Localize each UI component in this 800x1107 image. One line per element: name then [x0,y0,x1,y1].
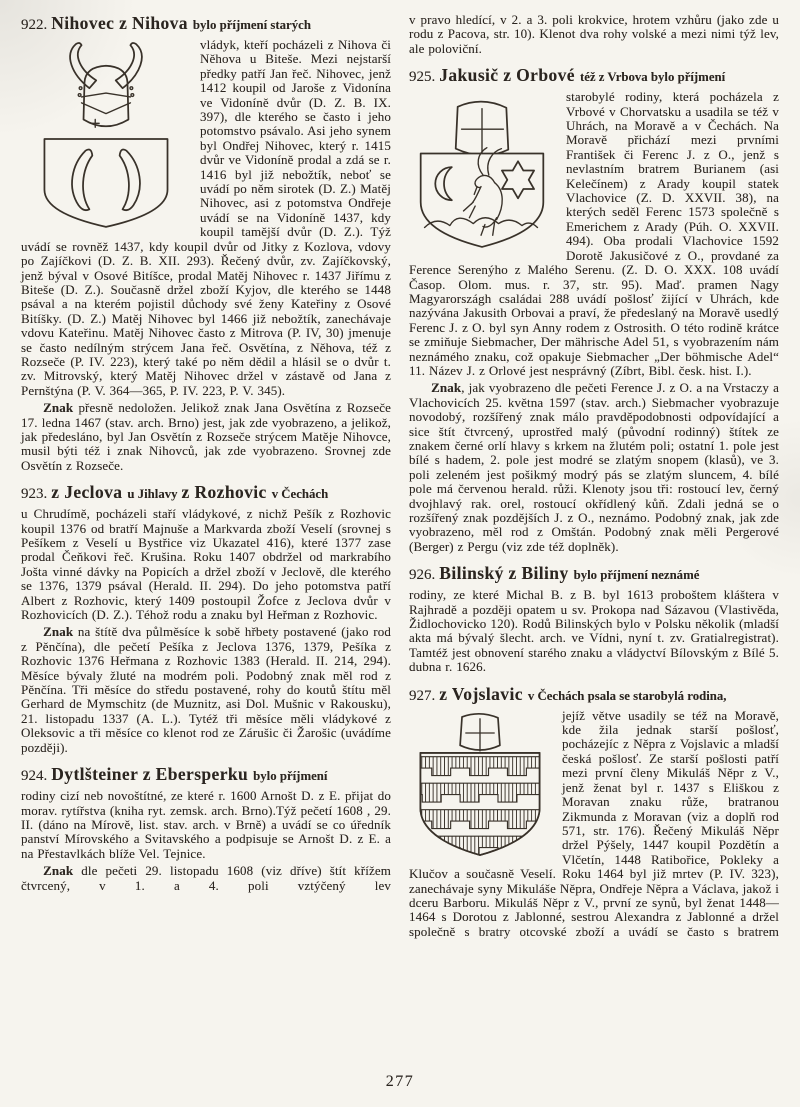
entry-924-paragraph [21,789,391,861]
left-column [21,13,391,942]
entry-925 [409,65,779,554]
paragraph-text: vládyk, kteří pocházeli z Nihova či Něhova u Biteše. Mezi nejstarší předky patří Jan řeč. Nihovec, jenž 1412 koupil od Jaroše z Vidonína ve Vidoníně dvůr (D. Z. B. IX. 397), dle kterého se často i jeho potomstvo psávalo. Asi jeho synem byl Ondřej Nihovec, který r. 1415 dvůr ve Vidoníně prodal a zdá se r. 1416 byl již nebožtík, neboť se uvádí po něm sirotek (D. Z.) Matěj Nihovec, asi z potomstva Ondřeje uvádí se na Vidoníně 1437, kdy koupil tamější dvůr (D. Z.). Týž uvádí se rovněž 1437, kdy koupil dvůr od Jitky z Kozlova, vdovy po Zajíčkovi (D. Z. B. XII. 293). Řečený dvůr, zv. Zajíčkovský, jenž býval v Osové Bitíšce, prodal Matěj Nihovec r. 1437 Jiřímu z Biteše (D. Z.). Současně držel zboží Kyjov, dle kterého se 1448 psával a na kterém pojistil důchody své ženy Kateřiny z Osové Bitíšky. (D. Z.) Matěj Nihovec byl 1466 již nebožtík, zanechávaje vdovu Kateřinu. Matěj Nihovec často z Mitrova (P. IV, 30) jmenuje se často nedílným strýcem Jana řeč. Osvětína, z Něhova, též z Rozseče (P. IV. 223), který také po něm dědil a hlásil se o dvůr t. zv. Mitrovský, který Matěj Nihovec držel v zástavě od Jana z Pernštýna (P. V. 364—365, P. IV. 223, P. V. 345). [21,37,391,398]
entry-number: 923. [21,486,48,503]
heading-tail: v Čechách psala se starobylá rodina, [527,688,727,703]
family-name: Nihovec z Nihova [51,13,188,33]
heading-tail: bylo příjmení [253,769,328,784]
entry-number: 924. [21,768,48,785]
crest-nihovec-icon [21,41,189,235]
entry-number: 926. [409,567,436,584]
family-name-2: z Rozhovic [181,482,267,503]
paragraph-text: rodiny, ze které Michal B. z B. byl 1613 proboštem kláštera v Rajhradě a později opatem u sv. Prokopa nad Sázavou (Vlastivěda, Židlochovicko 120). Rodů Bilinských bylo v Polsku několik (mladší akta má bývalý šlecht. arch. ve Vídni, nyní t. zv. Gratialregistrat). Tamtéž jest obnovení starého znaku a vládyctví Bílovským z Bílé 5. dubna r. 1626. [409,587,779,675]
entry-923-znak [21,625,391,755]
entry-922-znak [21,401,391,473]
crest-jakusic-icon [409,93,555,251]
entry-924 [21,764,391,893]
entry-926-paragraph [409,588,779,674]
entry-number: 925. [409,69,436,86]
entry-922 [21,13,391,473]
entry-924-heading [21,764,391,787]
family-name: Dytlšteiner z Ebersperku [51,764,249,785]
family-name: Bilinský z Biliny [439,563,569,584]
paragraph-text: jejíž větve usadily se též na Moravě, kde žila jednak starší pošlosť, pocházejíc z Něpra z Vojslavic a mladší česká pošlosť. Ze starší pošlosti patří mezi první členy Mikuláš Něpr z V., jenž ženat byl r. 1437 s Eliškou z Moravan znaku růže, bratranou Zikmunda z Moravan (viz a doplň rod 571, str. 176). Řečený Mikuláš Něpr držel Pýšely, 1447 koupil Pozdětín a Vlčetín, 1448 Ratibořice, Pokleky a Klučov a současně Veselí. Roku 1464 byl již mrtev (P. IV. 323), zanechávaje syny Mikuláše Něpra, Ondřeje Něpra a Václava, jakož i dceru Barboru. Mikuláš Něpr z V., první ze synů, byl ženat 1448—1464 s Dorotou z Jablonné, sestrou Alexandra z Jablonné a držel společně s bratry otcovské zboží a uvádí se často s bratrem [409,707,779,939]
heading-tail: bylo příjmení starých [192,18,311,32]
znak-lead: Znak [43,400,74,416]
page-number: 277 [385,1073,415,1090]
heading-mid: u Jihlavy [127,487,178,502]
entry-927 [409,684,779,940]
paragraph-text: starobylé rodiny, která pocházela z Vrbové v Chorvatsku a usadila se též v Uhrách, na Moravě a v Čechách. Na Moravě přichází mezi prvními František či Ferenc J. z O., jenž s nevlastním bratrem Burianem (asi Kelečínem) z Arady koupil statek Vlachovice (Z. D. XXVII. 38), na kterých seděl Ferenc 1573 společně s Emerichem z Arady (Púh. O. XXVII. 494). Oba prodali Vlachovice 1592 Dorotě Jakusičové z O., provdané za Ference Serenýho z Malého Serenu. (Z. D. O. XXX. 108 uvádí Časop. Olom. mus. r. 37, str. 95). Maď. pramen Nagy Magyarországh családai 288 uvádí pošlosť žijící v Uhrách, kde nazývána Jakusith Orbovai a praví, že předeslaný na Moravě usedlý Ferenc J. z O. byl syn Anny rodem z Ostrosith. O této rodině krátce se zmiňuje Siebmacher, Der mährische Adel 51, s vyobrazením nám neznámého znaku, což opakuje Siebmacher „Der böhmische Adel“ 11. Název J. z Orlové jest nesprávný (Zíbrt, Bibl. česk. hist. I.). [409,89,779,378]
family-name: Jakusič z Orbové [439,65,575,86]
entry-922-paragraph [21,38,391,398]
znak-lead: Znak [43,624,74,640]
entry-922-heading [21,13,391,36]
znak-lead: Znak [43,863,74,879]
entry-927-paragraph [409,709,779,940]
right-column [409,13,779,942]
heading-tail: bylo příjmení neznámé [573,568,700,583]
paragraph-text: rodiny cizí neb novoštítné, ze které r. 1600 Arnošt D. z E. přijat do morav. rytířstva (kniha ryt. zemsk. arch. Brno).Týž pečetí 1608 , 29. II. (dáno na Mírově, list. stav. arch. v Brně) a uvádí se co úředník panství Mírovského a Svitavského a podpisuje se Arnošt D. z E. a na Přestavlkách blíže Vel. Tejnice. [21,788,391,861]
paragraph-text: , jak vyobrazeno dle pečeti Ference J. z O. a na Vrstaczy a Vlachovicích 25. května 1597 (stav. arch.) Siebmacher vyobrazuje novodobý, rozšířený znak málo pravděpodobnosti odpovídající a sice štít čtvrcený, uprostřed malý (původní rodinný) štítek ze znakem černé orlí hlavy s krkem na žlutém poli; ostatní 1. pole jest bílé s hadem, 2. pole jest modré se zlatým snopem (klasů), ve 3. poli zeleném jest pošikmý modrý pás se zlatým sluncem, 4. bílé pole má červenou herald. růži. Klenoty jsou tři: rostoucí lev, černý dvojhlavý rak. orel, rostoucí okřídlený kůň. Zdali jedná se o rozšířený znak pozdějších J. z O., neznámo. Podobný znak, jak zde vyobrazeno, měl rod z Omštán. Podobný znak měli Pergerové (Berger) z Pergu (viz zde též doplněk). [409,380,779,554]
heading-tail: v Čechách [271,487,329,502]
paragraph-text: v pravo hledící, v 2. a 3. poli krokvice, hrotem vzhůru (jako zde u rodu z Pacova, str. 10). Klenot dva rohy volské a mezi nimi týž lev, ale poloviční. [409,12,779,56]
entry-925-paragraph [409,90,779,378]
entry-924-znak [21,864,391,893]
entry-923 [21,482,391,755]
family-name: z Jeclova [51,482,123,503]
paragraph-text: dle pečeti 29. listopadu 1608 (viz dříve) štít křížem čtvrcený, v 1. a 4. poli vztýčený lev [21,863,391,893]
paragraph-text: na štítě dva půlměsíce k sobě hřbety postavené (jako rod z Pěnčína), dle pečetí Pešíka z Jeclova 1376, 1379, Pešíka z Rozhovic 1376 Heřmana z Rozhovic 1383 (Herald. II. 214, 294). Měsíce bývaly žluté na modrém poli. Podobný znak měl rod z Pěnčína. Tři měsíce do středu postavené, rohy do koutů štítu měl Gerhard de Mymschitz (de Muznitz, asi Dol. Mušnic v Rakousku), 21. listopadu 1337 (A. L.). Tytéž tři měsíce měli vládykové z Oleksovic a tři měsíce co klenot rod ze Zárušic či Žarošic (uvádíme později). [21,624,391,755]
entry-923-paragraph [21,507,391,622]
family-name: z Vojslavic [439,683,523,704]
entry-925-znak [409,381,779,554]
entry-924-continuation [409,13,779,56]
entry-number: 927. [409,687,436,704]
entry-925-heading [409,65,779,88]
entry-926 [409,563,779,674]
paragraph-text: přesně nedoložen. Jelikož znak Jana Osvětína z Rozseče 17. ledna 1467 (stav. arch. Brno) jest, jak zde vyobrazeno, a jelikož, jak předesláno, byl Jan Osvětín z Rozseče strýcem Matěje Nihovce, musil býti též i znak Nihovců, jak zde vyobrazeno. Srovnej zde Osvětín z Rozseče. [21,400,391,473]
entry-926-heading [409,563,779,586]
heading-tail: též z Vrbova bylo příjmení [579,70,726,85]
crest-vojslavic-icon [409,712,551,860]
znak-lead: Znak [431,380,462,396]
entry-927-heading [409,684,779,707]
paragraph-text: u Chrudímě, pocházeli staří vládykové, z nichž Pešík z Rozhovic koupil 1376 od bratří Majnuše a Markvarda zboží Veselí (srovnej s Pešíkem z Veselí u Bystřice viz Ukazatel 416), které 1377 zase prodal Čeňkovi řeč. Krušina. Roku 1407 obdržel od markrabího Jošta vinné dávky na Popicích a držel zboží v Jeclově, dle kterého se 1376, 1379 psával (Herald. II. 294). Do jeho potomstva patří Albert z Rozhovic, který 1409 postoupil Žofce z Jeclova dvůr v Rozhovicích (D. Z.). Téhož rodu a znaku byl Heřman z Rozhovic. [21,506,391,623]
entry-number: 922. [21,17,48,33]
entry-923-heading [21,482,391,505]
